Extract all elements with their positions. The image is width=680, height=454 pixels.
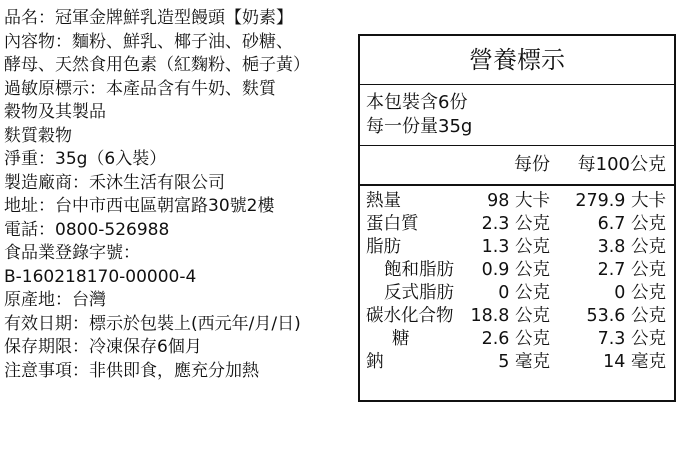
per-serving-value: 98 大卡 (487, 191, 550, 211)
per-serving-header: 每份 (514, 154, 550, 175)
registration-label-line: 食品業登錄字號： (4, 243, 140, 263)
per-100g-value: 6.7 公克 (597, 214, 666, 234)
nutrient-name: 飽和脂肪 (384, 260, 454, 280)
product-name-line: 品名：冠軍金牌鮮乳造型饅頭【奶素】 (4, 8, 293, 28)
per-serving-value: 18.8 公克 (470, 306, 550, 326)
allergen-line-2: 穀物及其製品 (4, 102, 106, 122)
serving-size: 每一份量35g (366, 116, 473, 137)
nutrition-row-sodium (360, 351, 674, 374)
per-100g-value: 279.9 大卡 (575, 191, 666, 211)
nutrition-row-sugar (360, 328, 674, 351)
serving-info (360, 85, 674, 146)
ingredients-line-1: 內容物：麵粉、鮮乳、椰子油、砂糖、 (4, 31, 293, 52)
ingredients-line-2: 酵母、天然食用色素（紅麴粉、梔子黃） (4, 55, 310, 75)
nutrition-rows (360, 186, 674, 374)
per-100g-value: 14 毫克 (603, 352, 666, 372)
allergen-line-1: 過敏原標示：本產品含有牛奶、麩質 (4, 78, 276, 99)
per-serving-value: 2.3 公克 (481, 214, 550, 234)
per-100g-value: 2.7 公克 (597, 260, 666, 280)
per-100g-value: 7.3 公克 (597, 329, 666, 349)
nutrient-name: 蛋白質 (366, 214, 419, 234)
nutrition-row-trans-fat (360, 282, 674, 305)
nutrition-row-carbohydrate (360, 305, 674, 328)
per-100g-header: 每100公克 (577, 154, 666, 175)
nutrition-row-energy (360, 190, 674, 213)
nutrient-name: 脂肪 (366, 237, 401, 257)
per-serving-value: 0 公克 (498, 283, 550, 303)
manufacturer-line: 製造廠商：禾沐生活有限公司 (4, 172, 225, 193)
per-100g-value: 3.8 公克 (597, 237, 666, 257)
nutrient-name: 反式脂肪 (384, 283, 454, 303)
expiry-line: 有效日期：標示於包裝上(西元年/月/日) (4, 313, 301, 334)
origin-line: 原產地：台灣 (4, 290, 106, 310)
nutrient-name: 碳水化合物 (366, 306, 454, 326)
product-info (4, 7, 364, 383)
allergen-line-3: 麩質穀物 (4, 125, 72, 146)
nutrition-row-protein (360, 213, 674, 236)
nutrition-title: 營養標示 (360, 36, 674, 85)
per-serving-value: 0.9 公克 (481, 260, 550, 280)
nutrition-facts-panel (358, 34, 676, 402)
per-serving-value: 5 毫克 (498, 352, 550, 372)
notice-line: 注意事項：非供即食，應充分加熱 (4, 360, 259, 381)
nutrient-name: 鈉 (366, 352, 384, 372)
registration-number-line: B-160218170-00000-4 (4, 266, 197, 287)
per-serving-value: 1.3 公克 (481, 237, 550, 257)
phone-line: 電話：0800-526988 (4, 219, 170, 240)
nutrition-header-row (360, 146, 674, 186)
address-line: 地址：台中市西屯區朝富路30號2樓 (4, 196, 275, 216)
per-100g-value: 0 公克 (614, 283, 666, 303)
nutrient-name: 熱量 (366, 191, 401, 211)
per-100g-value: 53.6 公克 (586, 306, 666, 326)
nutrient-name: 糖 (392, 329, 410, 349)
per-serving-value: 2.6 公克 (481, 329, 550, 349)
servings-per-pack: 本包裝含6份 (366, 92, 468, 113)
net-weight-line: 淨重：35g（6入裝） (4, 149, 167, 169)
shelf-life-line: 保存期限：冷凍保存6個月 (4, 337, 202, 357)
nutrition-row-saturated-fat (360, 259, 674, 282)
nutrition-row-fat (360, 236, 674, 259)
